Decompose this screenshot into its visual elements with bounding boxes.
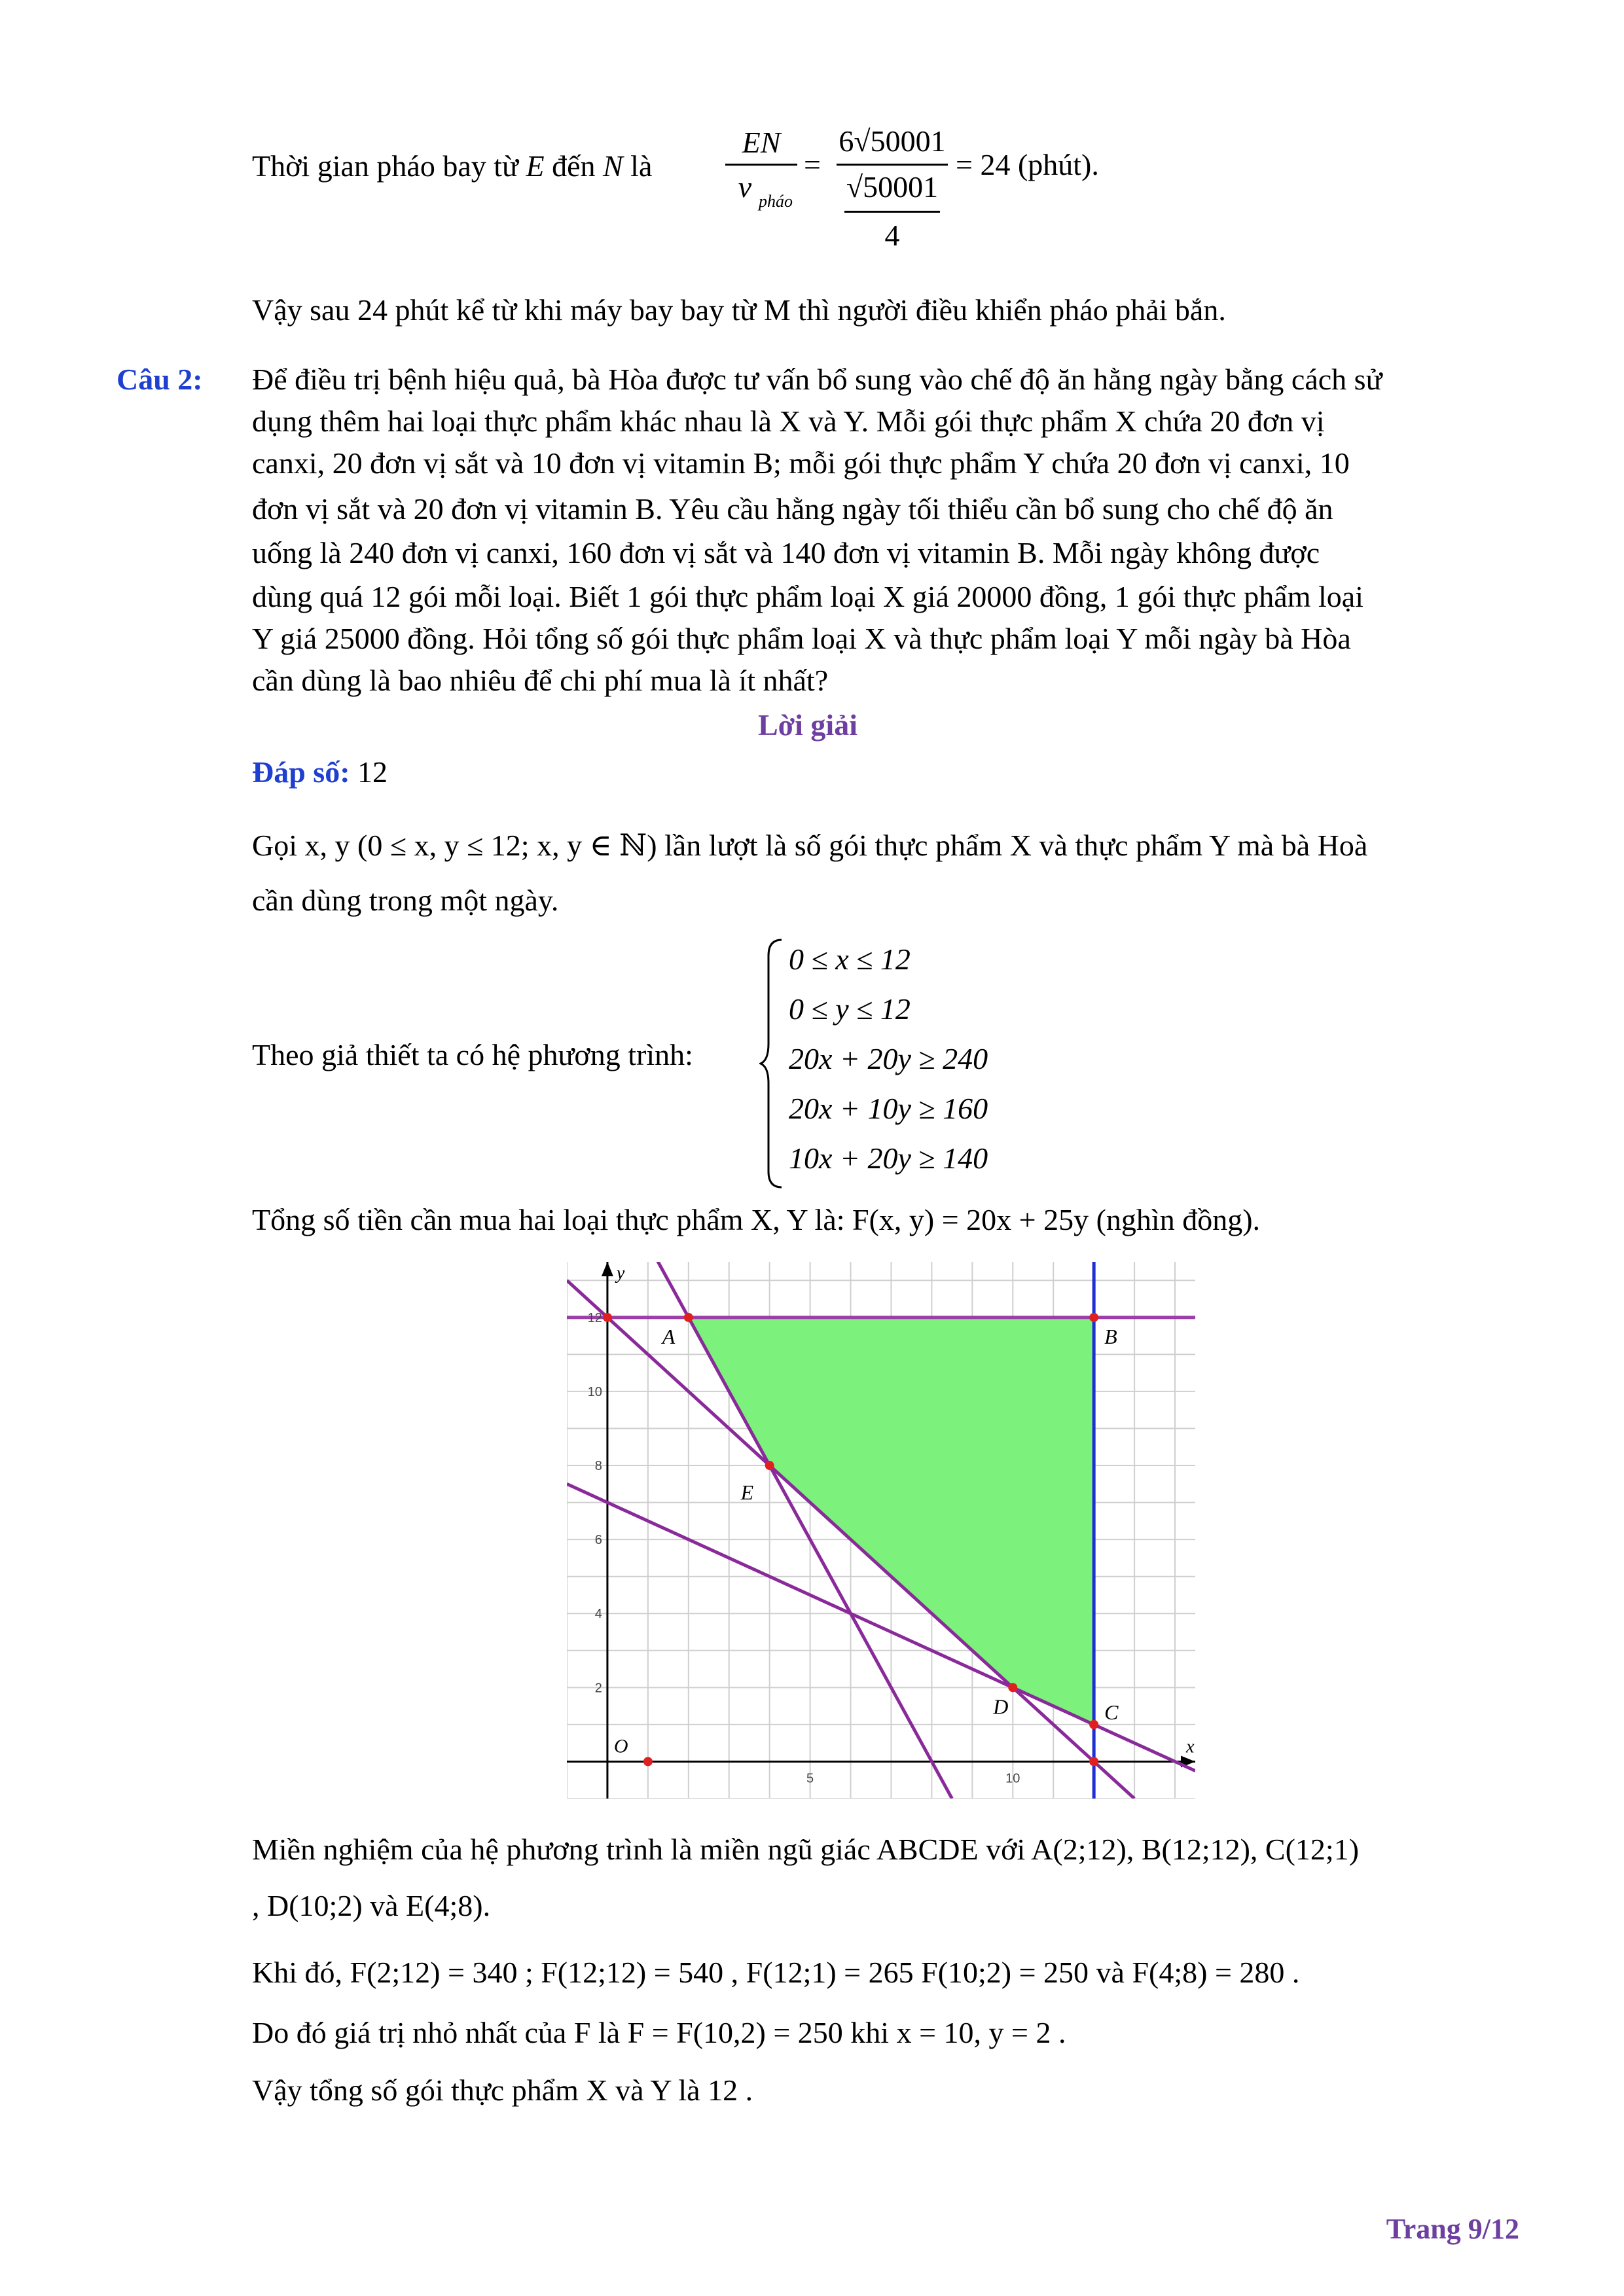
vertex-point: [1008, 1683, 1017, 1692]
question-line: dùng quá 12 gói mỗi loại. Biết 1 gói thực phẩm loại X giá 20000 đồng, 1 gói thực phẩm loại: [252, 580, 1363, 613]
final-line: Vậy tổng số gói thực phẩm X và Y là 12 .: [252, 2073, 753, 2107]
x-tick-label: 5: [806, 1771, 814, 1786]
vertex-point: [684, 1313, 693, 1322]
answer-line: [252, 753, 388, 792]
answer-label: Đáp số:: [252, 755, 350, 789]
values-line: Khi đó, F(2;12) = 340 ; F(12;12) = 540 , F(12;1) = 265 F(10;2) = 250 và F(4;8) = 280 .: [252, 1956, 1300, 1989]
y-axis-label: y: [616, 1263, 625, 1283]
question-line: đơn vị sắt và 20 đơn vị vitamin B. Yêu cầu hằng ngày tối thiểu cần bổ sung cho chế độ ăn: [252, 492, 1333, 526]
equals-sign: =: [804, 148, 821, 181]
equation-system: [759, 936, 1034, 1191]
frac1-denominator: v: [738, 170, 752, 204]
y-tick-label: 12: [587, 1310, 602, 1325]
system-row: 0 ≤ x ≤ 12: [789, 942, 911, 976]
vertex-label: C: [1104, 1700, 1119, 1724]
frac2-numerator: 6√50001: [839, 124, 946, 158]
question-line: uống là 240 đơn vị canxi, 160 đơn vị sắt và 140 đơn vị vitamin B. Mỗi ngày không được: [252, 536, 1320, 569]
x-tick-label: 10: [1005, 1771, 1020, 1786]
time-result: = 24 (phút).: [956, 148, 1099, 181]
vertex-label: A: [662, 1324, 676, 1348]
system-row: 20x + 20y ≥ 240: [789, 1042, 988, 1075]
frac1-numerator: EN: [742, 126, 781, 159]
page-number: Trang 9/12: [1386, 2213, 1519, 2245]
vertex-label: D: [993, 1695, 1009, 1719]
intercept-point: [603, 1313, 612, 1322]
point-n: N: [602, 149, 623, 183]
system-row: 0 ≤ y ≤ 12: [789, 992, 911, 1026]
vertex-label: B: [1104, 1324, 1117, 1348]
point-e: E: [526, 149, 545, 183]
question-label: Câu 2:: [117, 363, 203, 396]
question-line: Để điều trị bệnh hiệu quả, bà Hòa được tư vấn bổ sung vào chế độ ăn hằng ngày bằng cách sử: [252, 363, 1382, 396]
den-text: đến: [552, 149, 596, 183]
y-tick-label: 2: [594, 1681, 602, 1696]
frac2-inner-bar: [844, 211, 940, 213]
system-row: 20x + 10y ≥ 160: [789, 1092, 988, 1125]
intercept-point: [1089, 1757, 1098, 1766]
conclusion-line: Vậy sau 24 phút kể từ khi máy bay bay từ M thì người điều khiển pháo phải bắn.: [252, 293, 1226, 327]
x-axis-label: x: [1186, 1736, 1195, 1757]
answer-value: 12: [357, 755, 388, 789]
frac1-subscript: pháo: [759, 192, 793, 211]
frac1-bar: [725, 164, 797, 166]
question-line: dụng thêm hai loại thực phẩm khác nhau là X và Y. Mỗi gói thực phẩm X chứa 20 đơn vị: [252, 404, 1325, 438]
vertex-point: [765, 1461, 774, 1470]
y-tick-label: 10: [587, 1384, 602, 1399]
question-line: Y giá 25000 đồng. Hỏi tổng số gói thực phẩm loại X và thực phẩm loại Y mỗi ngày bà Hòa: [252, 622, 1351, 655]
variable-line-2: cần dùng trong một ngày.: [252, 884, 559, 917]
region-line-2: , D(10;2) và E(4;8).: [252, 1889, 491, 1922]
vertex-point: [1089, 1720, 1098, 1729]
frac2-den-num: √50001: [846, 170, 939, 204]
solution-title: Lời giải: [758, 708, 857, 742]
system-intro: Theo giả thiết ta có hệ phương trình:: [252, 1038, 693, 1071]
time-line-prefix: [252, 147, 652, 186]
y-axis-arrow-icon: [602, 1262, 613, 1276]
feasible-region-chart: [567, 1262, 1195, 1799]
cost-line: Tổng số tiền cần mua hai loại thực phẩm X, Y là: F(x, y) = 20x + 25y (nghìn đồng).: [252, 1203, 1261, 1236]
y-tick-label: 6: [594, 1533, 602, 1548]
system-row: 10x + 20y ≥ 140: [789, 1141, 988, 1175]
question-line: canxi, 20 đơn vị sắt và 10 đơn vị vitamin B; mỗi gói thực phẩm Y chứa 20 đơn vị canxi, 10: [252, 446, 1350, 480]
min-line: Do đó giá trị nhỏ nhất của F là F = F(10,2) = 250 khi x = 10, y = 2 .: [252, 2016, 1066, 2049]
region-line: Miền nghiệm của hệ phương trình là miền ngũ giác ABCDE với A(2;12), B(12;12), C(12;1): [252, 1833, 1360, 1866]
la-text: là: [630, 149, 653, 183]
origin-label: O: [613, 1735, 628, 1757]
vertex-point: [1089, 1313, 1098, 1322]
variable-line: Gọi x, y (0 ≤ x, y ≤ 12; x, y ∈ ℕ) lần lượt là số gói thực phẩm X và thực phẩm Y mà bà Hoà: [252, 829, 1368, 862]
y-tick-label: 4: [594, 1607, 602, 1622]
vertex-label: E: [740, 1480, 754, 1505]
y-tick-label: 8: [594, 1459, 602, 1474]
frac2-bar: [837, 164, 948, 166]
question-line: cần dùng là bao nhiêu để chi phí mua là ít nhất?: [252, 664, 829, 697]
intercept-point: [643, 1757, 653, 1766]
brace-icon: [759, 936, 785, 1191]
frac2-den-den: 4: [884, 219, 900, 252]
time-text: Thời gian pháo bay từ: [252, 149, 518, 183]
